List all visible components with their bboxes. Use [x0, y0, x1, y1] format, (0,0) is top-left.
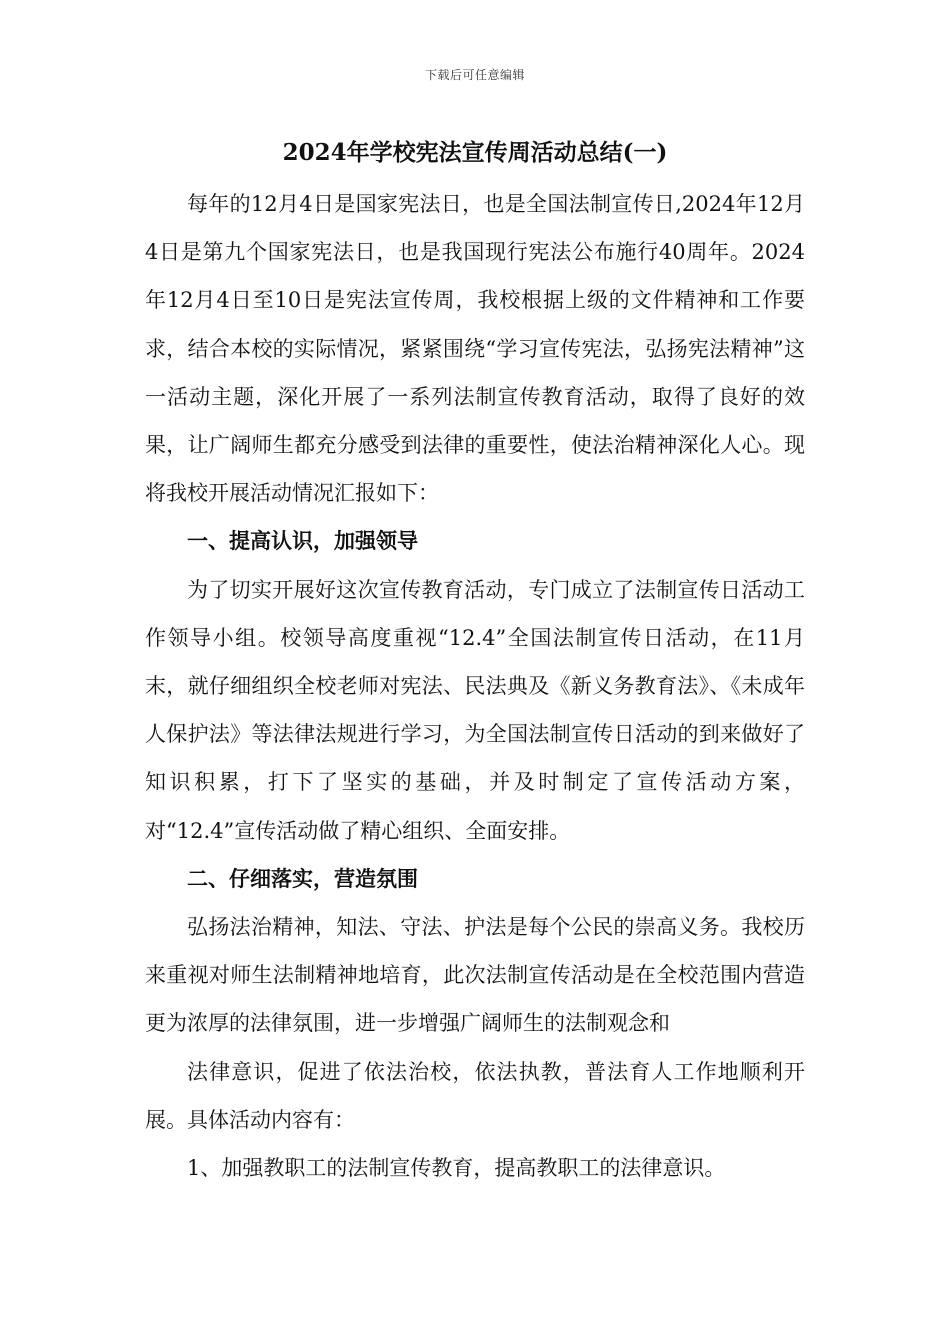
section-2-continuation: 法律意识，促进了依法治校，依法执教，普法育人工作地顺利开展。具体活动内容有： [145, 1059, 805, 1132]
section-heading-2: 二、仔细落实，营造氛围 [187, 865, 418, 891]
document-title: 2024年学校宪法宣传周活动总结(一) [282, 139, 668, 166]
section-1-paragraph: 为了切实开展好这次宣传教育活动，专门成立了法制宣传日活动工作领导小组。校领导高度重视“12.4”全国法制宣传日活动，在11月末，就仔细组织全校老师对宪法、民法典及《新义务教育法》、《未成年人保护法》等法律法规进行学习，为全国法制宣传日活动的到来做好了知识积累，打下了坚实的基础，并及时制定了宣传活动方案，对“12.4”宣传活动做了精心组织、全面安排。 [145, 577, 805, 843]
header-note: 下载后可任意编辑 [424, 68, 525, 82]
section-heading-1: 一、提高认识，加强领导 [187, 528, 418, 554]
intro-paragraph: 每年的12月4日是国家宪法日，也是全国法制宣传日,2024年12月4日是第九个国家宪法日，也是我国现行宪法公布施行40周年。2024年12月4日至10日是宪法宣传周，我校根据上级的文件精神和工作要求，结合本校的实际情况，紧紧围绕“学习宣传宪法，弘扬宪法精神”这一活动主题，深化开展了一系列法制宣传教育活动，取得了良好的效果，让广阔师生都充分感受到法律的重要性，使法治精神深化人心。现将我校开展活动情况汇报如下： [145, 192, 805, 506]
list-item-1: 1、加强教职工的法制宣传教育，提高教职工的法律意识。 [187, 1156, 726, 1181]
document-body [145, 180, 805, 1192]
section-2-paragraph: 弘扬法治精神，知法、守法、护法是每个公民的崇高义务。我校历来重视对师生法制精神地培育，此次法制宣传活动是在全校范围内营造更为浓厚的法律氛围，进一步增强广阔师生的法制观念和 [145, 915, 805, 1036]
